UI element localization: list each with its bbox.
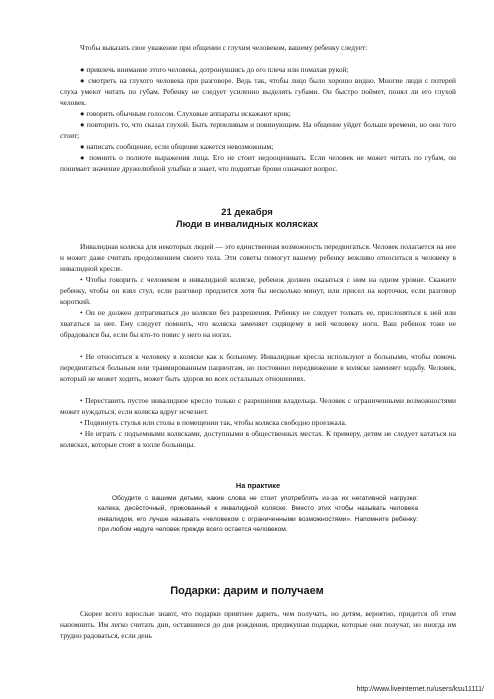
section1-intro: Чтобы выказать свое уважение при общении с глухим человеком, вашему ребенку следует: bbox=[80, 43, 368, 52]
bullet-item: ● привлечь внимание этого человека, дотронувшись до его плеча или помахав рукой; bbox=[80, 65, 349, 74]
bullet-item: ● помнить о полноте выражения лица. Его не стоит недооценивать. Если человек не может читать по губам, он понимает значение дружелюбной улыбки и знает, что поднятые брови означают вопрос. bbox=[60, 153, 457, 174]
paragraph: • Он не должен дотрагиваться до коляски без разрешения. Ребенку не следует толкать ее, прислоняться к ней или хвататься за нее. Ему следует помнить, что коляска заменяет сидящему в ней человеку ноги. Ваш ребенок тоже не обрадовался бы, если бы кто-то повис у него на ногах. bbox=[60, 308, 456, 340]
section3-title: Подарки: дарим и получаем bbox=[170, 585, 324, 597]
paragraph: • Чтобы говорить с человеком в инвалидной коляске, ребенок должен оказаться с ним на одном уровне. Скажите ребенку, чтобы он взял стул, если разговор продлится хотя бы несколько минут, или присел на корточки, если разговор короткий. bbox=[60, 275, 456, 307]
paragraph: • Не относиться к человеку в коляске как к больному. Инвалидные кресла используют и больными, чтобы помочь передвигаться больным или травмированным пациентам, но постоянно передвижение в коляске заменяет ходьбу. Человек, который не может ходить, может быть здоров во всех остальных отношениях. bbox=[60, 352, 456, 384]
paragraph: Скорее всего взрослые знают, что подарки приятнее дарить, чем получать, но детям, вероятно, придется об этом напомнить. Им легко считать дни, оставшиеся до дня рождения, предвкушая подарки, которые они получат, но иногда им трудно радоваться, если день bbox=[60, 609, 456, 641]
practice-title: На практике bbox=[235, 481, 281, 490]
bullet-item: ● повторить то, что сказал глухой. Быть терпеливым и повинующим. На общение уйдет больше времени, но оно того стоит; bbox=[60, 120, 456, 141]
section2-date: 21 декабря bbox=[221, 207, 273, 218]
practice-box bbox=[98, 481, 418, 536]
section2-title: Люди в инвалидных колясках bbox=[175, 219, 319, 230]
paragraph: • Переставить пустое инвалидное кресло только с разрешения владельца. Человек с ограниченными возможностями может нуждаться, если коляска вдруг исчезнет. bbox=[60, 396, 456, 417]
bullet-item: ● написать сообщение, если общение кажется невозможным; bbox=[80, 142, 274, 151]
paragraph: Инвалидная коляска для некоторых людей — это единственная возможность передвигаться. Человек полагается на нее и может даже считать продолжением своего тела. Эти советы помогут вашему ребенку вежливо относиться к человеку в инвалидной кресле. bbox=[60, 242, 456, 274]
paragraph: • Не играть с подъемными колясками, доступными в общественных местах. К примеру, детям не следует кататься на колясках, которые стоят в холле больницы. bbox=[60, 429, 456, 450]
bullet-item: ● смотреть на глухого человека при разговоре. Ведь так, чтобы лицо было хорошо видно. Многие люди с потерей слуха умеют читать по губам. Ребенку не следует усиленно выделять губами. Он быстро поймет, понял ли его глухой человек. bbox=[60, 76, 456, 108]
footer-url: http://www.liveinternet.ru/users/ksu11111/ bbox=[356, 686, 484, 693]
paragraph: • Подвинуть стулья или столы в помещении так, чтобы коляска свободно проезжала. bbox=[80, 418, 347, 427]
practice-text: Обсудите с вашими детьми, какие слова не стоит употреблять из-за их негативной нагрузки: калека, десёсточный, прикованный к инвалидной коляске. Вместо этих чтобы называть человека инвалидом, его лучше называть «человеком с ограниченными возможностями». Напомните ребенку: при любом недуге человек прежде всего остается человеком. bbox=[98, 495, 418, 534]
bullet-item: ● говорить обычным голосом. Слуховые аппараты искажают крик; bbox=[80, 109, 291, 118]
